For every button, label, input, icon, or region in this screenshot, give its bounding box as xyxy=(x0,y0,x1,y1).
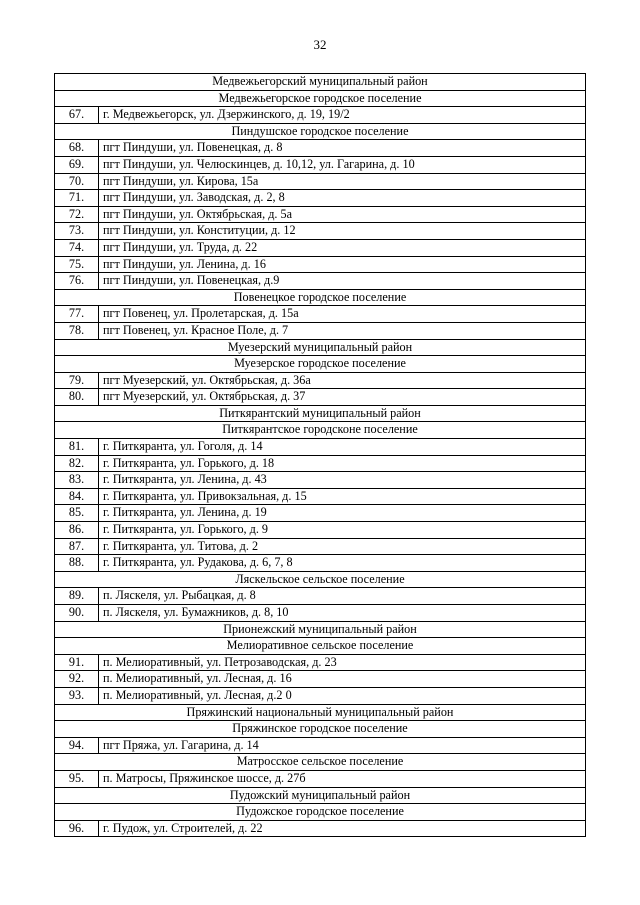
section-heading-row xyxy=(55,804,586,821)
row-number: 75. xyxy=(55,256,99,273)
section-heading: Муезерское городское поселение xyxy=(55,356,586,373)
row-address: г. Питкяранта, ул. Горького, д. 9 xyxy=(99,522,586,539)
section-heading: Муезерский муниципальный район xyxy=(55,339,586,356)
row-address: п. Мелиоративный, ул. Лесная, д. 16 xyxy=(99,671,586,688)
row-address: пгт Повенец, ул. Красное Поле, д. 7 xyxy=(99,322,586,339)
table-row xyxy=(55,140,586,157)
section-heading: Мелиоративное сельское поселение xyxy=(55,638,586,655)
section-heading-row xyxy=(55,90,586,107)
row-number: 73. xyxy=(55,223,99,240)
row-address: г. Питкяранта, ул. Привокзальная, д. 15 xyxy=(99,488,586,505)
row-number: 81. xyxy=(55,439,99,456)
section-heading: Прионежский муниципальный район xyxy=(55,621,586,638)
section-heading: Медвежьегорский муниципальный район xyxy=(55,74,586,91)
table-row xyxy=(55,273,586,290)
row-number: 68. xyxy=(55,140,99,157)
row-number: 79. xyxy=(55,372,99,389)
table-row xyxy=(55,605,586,622)
row-number: 82. xyxy=(55,455,99,472)
row-number: 84. xyxy=(55,488,99,505)
table-row xyxy=(55,223,586,240)
table-row xyxy=(55,522,586,539)
row-number: 92. xyxy=(55,671,99,688)
row-address: г. Питкяранта, ул. Ленина, д. 19 xyxy=(99,505,586,522)
row-number: 85. xyxy=(55,505,99,522)
row-address: г. Питкяранта, ул. Рудакова, д. 6, 7, 8 xyxy=(99,555,586,572)
row-address: пгт Повенец, ул. Пролетарская, д. 15а xyxy=(99,306,586,323)
row-number: 69. xyxy=(55,156,99,173)
row-number: 87. xyxy=(55,538,99,555)
section-heading: Матросское сельское поселение xyxy=(55,754,586,771)
row-address: пгт Пиндуши, ул. Повенецкая, д. 8 xyxy=(99,140,586,157)
table-row xyxy=(55,687,586,704)
row-number: 86. xyxy=(55,522,99,539)
table-row xyxy=(55,389,586,406)
table-row xyxy=(55,206,586,223)
section-heading-row xyxy=(55,356,586,373)
table-row xyxy=(55,737,586,754)
row-number: 67. xyxy=(55,107,99,124)
table-row xyxy=(55,239,586,256)
row-number: 83. xyxy=(55,472,99,489)
section-heading-row xyxy=(55,405,586,422)
row-number: 74. xyxy=(55,239,99,256)
section-heading: Пряжинское городское поселение xyxy=(55,721,586,738)
section-heading: Питкярантское городсконе поселение xyxy=(55,422,586,439)
section-heading: Пудожский муниципальный район xyxy=(55,787,586,804)
row-number: 90. xyxy=(55,605,99,622)
row-number: 71. xyxy=(55,190,99,207)
section-heading: Пряжинский национальный муниципальный район xyxy=(55,704,586,721)
table-row xyxy=(55,190,586,207)
table-row xyxy=(55,820,586,837)
table-row xyxy=(55,488,586,505)
section-heading-row xyxy=(55,638,586,655)
section-heading: Медвежьегорское городское поселение xyxy=(55,90,586,107)
section-heading-row xyxy=(55,754,586,771)
section-heading: Пудожское городское поселение xyxy=(55,804,586,821)
row-address: пгт Пиндуши, ул. Октябрьская, д. 5а xyxy=(99,206,586,223)
table-row xyxy=(55,505,586,522)
table-row xyxy=(55,372,586,389)
section-heading-row xyxy=(55,704,586,721)
row-address: г. Питкяранта, ул. Титова, д. 2 xyxy=(99,538,586,555)
row-address: пгт Пиндуши, ул. Ленина, д. 16 xyxy=(99,256,586,273)
table-row xyxy=(55,306,586,323)
row-address: п. Мелиоративный, ул. Лесная, д.2 0 xyxy=(99,687,586,704)
section-heading-row xyxy=(55,339,586,356)
table-row xyxy=(55,173,586,190)
table-row xyxy=(55,156,586,173)
section-heading-row xyxy=(55,787,586,804)
row-address: пгт Пиндуши, ул. Конституции, д. 12 xyxy=(99,223,586,240)
row-number: 78. xyxy=(55,322,99,339)
section-heading-row xyxy=(55,289,586,306)
section-heading: Питкярантский муниципальный район xyxy=(55,405,586,422)
table-row xyxy=(55,770,586,787)
row-number: 80. xyxy=(55,389,99,406)
row-address: пгт Пиндуши, ул. Труда, д. 22 xyxy=(99,239,586,256)
row-number: 70. xyxy=(55,173,99,190)
page-number: 32 xyxy=(313,37,327,52)
row-number: 89. xyxy=(55,588,99,605)
table-row xyxy=(55,439,586,456)
table-row xyxy=(55,654,586,671)
row-number: 91. xyxy=(55,654,99,671)
row-address: г. Медвежьегорск, ул. Дзержинского, д. 19, 19/2 xyxy=(99,107,586,124)
address-table xyxy=(54,73,586,837)
row-number: 95. xyxy=(55,770,99,787)
row-address: пгт Пряжа, ул. Гагарина, д. 14 xyxy=(99,737,586,754)
table-row xyxy=(55,588,586,605)
row-address: п. Ляскеля, ул. Рыбацкая, д. 8 xyxy=(99,588,586,605)
section-heading-row xyxy=(55,74,586,91)
row-address: пгт Муезерский, ул. Октябрьская, д. 37 xyxy=(99,389,586,406)
row-number: 93. xyxy=(55,687,99,704)
row-address: п. Ляскеля, ул. Бумажников, д. 8, 10 xyxy=(99,605,586,622)
row-number: 96. xyxy=(55,820,99,837)
row-address: п. Мелиоративный, ул. Петрозаводская, д. 23 xyxy=(99,654,586,671)
address-table-body xyxy=(55,74,586,837)
section-heading-row xyxy=(55,721,586,738)
row-number: 77. xyxy=(55,306,99,323)
row-address: пгт Пиндуши, ул. Повенецкая, д.9 xyxy=(99,273,586,290)
section-heading: Ляскельское сельское поселение xyxy=(55,571,586,588)
table-row xyxy=(55,256,586,273)
row-number: 72. xyxy=(55,206,99,223)
row-number: 76. xyxy=(55,273,99,290)
row-number: 88. xyxy=(55,555,99,572)
section-heading-row xyxy=(55,123,586,140)
row-address: пгт Муезерский, ул. Октябрьская, д. 36а xyxy=(99,372,586,389)
table-row xyxy=(55,322,586,339)
table-row xyxy=(55,455,586,472)
row-address: г. Пудож, ул. Строителей, д. 22 xyxy=(99,820,586,837)
section-heading-row xyxy=(55,422,586,439)
table-row xyxy=(55,472,586,489)
row-address: пгт Пиндуши, ул. Заводская, д. 2, 8 xyxy=(99,190,586,207)
row-address: г. Питкяранта, ул. Гоголя, д. 14 xyxy=(99,439,586,456)
row-number: 94. xyxy=(55,737,99,754)
section-heading: Повенецкое городское поселение xyxy=(55,289,586,306)
table-row xyxy=(55,538,586,555)
row-address: г. Питкяранта, ул. Горького, д. 18 xyxy=(99,455,586,472)
row-address: пгт Пиндуши, ул. Кирова, 15а xyxy=(99,173,586,190)
section-heading-row xyxy=(55,571,586,588)
row-address: пгт Пиндуши, ул. Челюскинцев, д. 10,12, ул. Гагарина, д. 10 xyxy=(99,156,586,173)
row-address: п. Матросы, Пряжинское шоссе, д. 27б xyxy=(99,770,586,787)
section-heading-row xyxy=(55,621,586,638)
table-row xyxy=(55,671,586,688)
table-row xyxy=(55,107,586,124)
row-address: г. Питкяранта, ул. Ленина, д. 43 xyxy=(99,472,586,489)
table-row xyxy=(55,555,586,572)
section-heading: Пиндушское городское поселение xyxy=(55,123,586,140)
